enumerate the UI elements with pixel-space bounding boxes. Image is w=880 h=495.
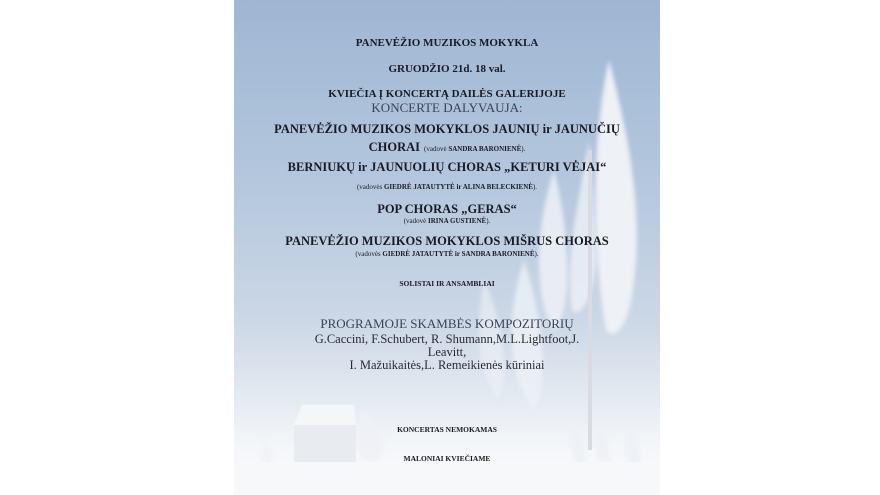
lead-suffix: ). [532, 183, 538, 191]
lead-prefix: (vadovės [356, 183, 384, 191]
group-4-leaders-line [234, 250, 660, 258]
group-2-leaders: GIEDRĖ JATAUTYTĖ ir ALINA BELECKIENĖ [383, 183, 533, 191]
welcome-line: MALONIAI KVIEČIAME [403, 454, 491, 463]
lead-suffix: ). [521, 145, 526, 153]
invitation-line: KVIEČIA Į KONCERTĄ DAILĖS GALERIJOJE [328, 88, 566, 100]
group-4-name: PANEVĖŽIO MUZIKOS MOKYKLOS MIŠRUS CHORAS [285, 234, 609, 248]
participants-heading: KONCERTE DALYVAUJA: [371, 100, 523, 115]
group-1-leaders: SANDRA BARONIENĖ [448, 145, 522, 153]
program-composers-3: I. Mažuikaitės,L. Remeikienės kūriniai [349, 358, 545, 372]
program-heading: PROGRAMOJE SKAMBĖS KOMPOZITORIŲ [320, 316, 574, 331]
group-1-line2 [234, 138, 660, 156]
lead-prefix: (vadovės [355, 250, 383, 258]
group-3-name: POP CHORAS „GERAS“ [377, 202, 517, 216]
group-1-name-line2: CHORAI [368, 140, 421, 154]
free-entry: KONCERTAS NEMOKAMAS [397, 425, 497, 434]
program-composers-2: Leavitt, [427, 345, 467, 359]
program-composers-1: G.Caccini, F.Schubert, R. Shumann,M.L.Lightfoot,J. [314, 332, 580, 346]
lead-suffix: ). [534, 250, 539, 258]
group-3-leaders: IRINA GUSTIENĖ [428, 217, 487, 225]
concert-poster [234, 0, 660, 495]
soloists-line: SOLISTAI IR ANSAMBLIAI [399, 279, 495, 288]
lead-suffix: ). [486, 217, 491, 225]
group-1-name: PANEVĖŽIO MUZIKOS MOKYKLOS JAUNIŲ ir JAUNUČIŲ [274, 122, 620, 136]
group-2-name: BERNIUKŲ ir JAUNUOLIŲ CHORAS „KETURI VĖJAI“ [287, 160, 607, 174]
group-2-leaders-line [234, 183, 660, 191]
lead-prefix: (vadovė [424, 145, 449, 153]
group-4-leaders: GIEDRĖ JATAUTYTĖ ir SANDRA BARONIENĖ [382, 250, 535, 258]
school-name: PANEVĖŽIO MUZIKOS MOKYKLA [355, 37, 539, 49]
lead-prefix: (vadovė [403, 217, 429, 225]
concert-date: GRUODŽIO 21d. 18 val. [388, 63, 506, 75]
group-3-leaders-line [234, 217, 660, 225]
